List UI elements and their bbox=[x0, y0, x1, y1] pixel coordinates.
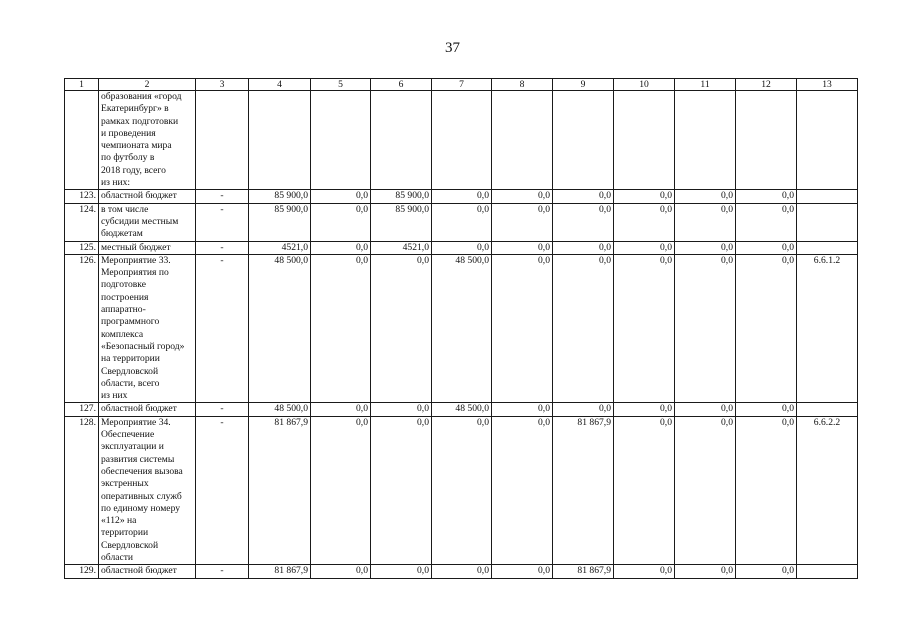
row-name-line: комплекса bbox=[101, 328, 144, 340]
value-cell: 0,0 bbox=[492, 403, 553, 416]
table-body bbox=[65, 79, 858, 579]
budget-table bbox=[64, 78, 858, 579]
row-name-line: Мероприятия по bbox=[101, 267, 169, 279]
target-code-cell: 6.6.2.2 bbox=[797, 416, 858, 565]
table-row bbox=[65, 416, 858, 565]
value-cell: 48 500,0 bbox=[432, 403, 492, 416]
source-cell: - bbox=[196, 416, 249, 565]
value-cell: 0,0 bbox=[553, 241, 614, 254]
value-cell: 85 900,0 bbox=[371, 203, 432, 241]
value-cell: 0,0 bbox=[553, 190, 614, 203]
value-cell: 85 900,0 bbox=[249, 190, 311, 203]
row-name-line: образования «город bbox=[101, 91, 182, 102]
row-name-line: эксплуатации и bbox=[101, 441, 164, 453]
value-cell bbox=[736, 91, 797, 190]
table-row bbox=[65, 203, 858, 241]
column-number-cell: 5 bbox=[311, 79, 371, 91]
value-cell: 0,0 bbox=[371, 403, 432, 416]
value-cell: 0,0 bbox=[675, 241, 736, 254]
column-number-cell: 11 bbox=[675, 79, 736, 91]
value-cell bbox=[432, 91, 492, 190]
row-name-line: построения bbox=[101, 291, 149, 303]
value-cell: 0,0 bbox=[311, 403, 371, 416]
value-cell: 0,0 bbox=[614, 203, 675, 241]
value-cell: 0,0 bbox=[371, 416, 432, 565]
column-number-row bbox=[65, 79, 858, 91]
value-cell bbox=[371, 91, 432, 190]
column-number-cell: 6 bbox=[371, 79, 432, 91]
value-cell: 81 867,9 bbox=[553, 565, 614, 578]
value-cell: 0,0 bbox=[675, 403, 736, 416]
row-name-line: экстренных bbox=[101, 478, 149, 490]
row-name-line: областной бюджет bbox=[101, 403, 177, 415]
value-cell: 81 867,9 bbox=[249, 416, 311, 565]
value-cell: 0,0 bbox=[432, 241, 492, 254]
column-number-cell: 8 bbox=[492, 79, 553, 91]
column-number-cell: 1 bbox=[65, 79, 99, 91]
target-code-cell: 6.6.1.2 bbox=[797, 254, 858, 403]
source-cell bbox=[196, 91, 249, 190]
value-cell: 48 500,0 bbox=[432, 254, 492, 403]
value-cell: 4521,0 bbox=[249, 241, 311, 254]
value-cell: 0,0 bbox=[311, 190, 371, 203]
row-name-line: Свердловской bbox=[101, 539, 159, 551]
value-cell: 81 867,9 bbox=[553, 416, 614, 565]
value-cell: 0,0 bbox=[736, 203, 797, 241]
row-name-line: подготовке bbox=[101, 279, 146, 291]
value-cell bbox=[614, 91, 675, 190]
row-name-line: территории bbox=[101, 527, 149, 539]
value-cell: 0,0 bbox=[432, 416, 492, 565]
source-cell: - bbox=[196, 254, 249, 403]
value-cell: 0,0 bbox=[492, 203, 553, 241]
target-code-cell bbox=[797, 203, 858, 241]
column-number-cell: 10 bbox=[614, 79, 675, 91]
value-cell: 0,0 bbox=[675, 416, 736, 565]
value-cell: 0,0 bbox=[736, 403, 797, 416]
value-cell: 85 900,0 bbox=[249, 203, 311, 241]
row-name-line: областной бюджет bbox=[101, 565, 177, 577]
value-cell bbox=[675, 91, 736, 190]
value-cell: 0,0 bbox=[311, 416, 371, 565]
value-cell: 0,0 bbox=[432, 203, 492, 241]
source-cell: - bbox=[196, 403, 249, 416]
value-cell: 0,0 bbox=[553, 254, 614, 403]
value-cell: 0,0 bbox=[492, 190, 553, 203]
row-name-line: области, всего bbox=[101, 377, 160, 389]
row-name-line: аппаратно- bbox=[101, 304, 146, 316]
value-cell: 48 500,0 bbox=[249, 403, 311, 416]
row-name-cell bbox=[99, 403, 196, 416]
target-code-cell bbox=[797, 91, 858, 190]
page-number: 37 bbox=[445, 40, 460, 56]
row-name-cell bbox=[99, 190, 196, 203]
value-cell: 81 867,9 bbox=[249, 565, 311, 578]
column-number-cell: 12 bbox=[736, 79, 797, 91]
value-cell bbox=[249, 91, 311, 190]
column-number-cell: 3 bbox=[196, 79, 249, 91]
value-cell: 0,0 bbox=[675, 203, 736, 241]
source-cell: - bbox=[196, 203, 249, 241]
row-name-line: обеспечения вызова bbox=[101, 465, 183, 477]
value-cell: 0,0 bbox=[311, 254, 371, 403]
value-cell: 0,0 bbox=[614, 254, 675, 403]
value-cell: 0,0 bbox=[492, 565, 553, 578]
value-cell: 0,0 bbox=[432, 565, 492, 578]
source-cell: - bbox=[196, 565, 249, 578]
value-cell bbox=[492, 91, 553, 190]
value-cell bbox=[311, 91, 371, 190]
row-name-line: из них: bbox=[101, 177, 131, 189]
table-row bbox=[65, 91, 858, 190]
row-name-line: на территории bbox=[101, 353, 160, 365]
row-number-cell: 127. bbox=[65, 403, 99, 416]
value-cell: 0,0 bbox=[371, 254, 432, 403]
value-cell: 0,0 bbox=[736, 190, 797, 203]
target-code-cell bbox=[797, 241, 858, 254]
source-cell: - bbox=[196, 190, 249, 203]
table-row bbox=[65, 241, 858, 254]
row-name-line: 2018 году, всего bbox=[101, 164, 166, 176]
column-number-cell: 4 bbox=[249, 79, 311, 91]
source-cell: - bbox=[196, 241, 249, 254]
row-name-line: и проведения bbox=[101, 127, 156, 139]
row-name-line: чемпионата мира bbox=[101, 140, 172, 152]
row-name-line: по единому номеру bbox=[101, 502, 181, 514]
value-cell: 0,0 bbox=[311, 565, 371, 578]
row-name-line: рамках подготовки bbox=[101, 115, 179, 127]
value-cell: 0,0 bbox=[614, 190, 675, 203]
value-cell: 0,0 bbox=[736, 241, 797, 254]
row-name-line: бюджетам bbox=[101, 228, 143, 240]
row-name-line: Обеспечение bbox=[101, 429, 155, 441]
row-number-cell: 123. bbox=[65, 190, 99, 203]
row-name-line: «112» на bbox=[101, 515, 137, 527]
value-cell: 0,0 bbox=[614, 565, 675, 578]
target-code-cell bbox=[797, 403, 858, 416]
row-number-cell: 129. bbox=[65, 565, 99, 578]
table-row bbox=[65, 190, 858, 203]
value-cell: 0,0 bbox=[614, 416, 675, 565]
row-name-line: субсидии местным bbox=[101, 215, 179, 227]
value-cell: 0,0 bbox=[675, 190, 736, 203]
value-cell bbox=[553, 91, 614, 190]
value-cell: 0,0 bbox=[675, 254, 736, 403]
row-name-line: оперативных служб bbox=[101, 490, 182, 502]
value-cell: 0,0 bbox=[675, 565, 736, 578]
row-name-cell bbox=[99, 565, 196, 578]
value-cell: 0,0 bbox=[736, 565, 797, 578]
table-row bbox=[65, 565, 858, 578]
column-number-cell: 13 bbox=[797, 79, 858, 91]
row-name-line: «Безопасный город» bbox=[101, 340, 185, 352]
target-code-cell bbox=[797, 190, 858, 203]
value-cell: 0,0 bbox=[311, 203, 371, 241]
row-number-cell: 124. bbox=[65, 203, 99, 241]
row-name-line: местный бюджет bbox=[101, 241, 171, 253]
column-number-cell: 7 bbox=[432, 79, 492, 91]
row-number-cell: 125. bbox=[65, 241, 99, 254]
value-cell: 0,0 bbox=[736, 254, 797, 403]
column-number-cell: 2 bbox=[99, 79, 196, 91]
value-cell: 0,0 bbox=[614, 403, 675, 416]
row-number-cell: 128. bbox=[65, 416, 99, 565]
column-number-cell: 9 bbox=[553, 79, 614, 91]
row-name-line: областной бюджет bbox=[101, 190, 177, 202]
row-name-cell bbox=[99, 203, 196, 241]
value-cell: 4521,0 bbox=[371, 241, 432, 254]
target-code-cell bbox=[797, 565, 858, 578]
row-name-line: из них bbox=[101, 390, 128, 402]
row-name-cell bbox=[99, 91, 196, 190]
row-name-cell bbox=[99, 416, 196, 565]
row-number-cell: 126. bbox=[65, 254, 99, 403]
value-cell: 0,0 bbox=[371, 565, 432, 578]
row-name-line: Мероприятие 33. bbox=[101, 254, 171, 266]
value-cell: 0,0 bbox=[311, 241, 371, 254]
value-cell: 0,0 bbox=[492, 254, 553, 403]
value-cell: 48 500,0 bbox=[249, 254, 311, 403]
value-cell: 85 900,0 bbox=[371, 190, 432, 203]
value-cell: 0,0 bbox=[492, 241, 553, 254]
row-name-line: области bbox=[101, 551, 134, 563]
row-name-cell bbox=[99, 241, 196, 254]
row-number-cell bbox=[65, 91, 99, 190]
row-name-line: развития системы bbox=[101, 453, 175, 465]
row-name-line: Мероприятие 34. bbox=[101, 416, 171, 428]
value-cell: 0,0 bbox=[736, 416, 797, 565]
value-cell: 0,0 bbox=[553, 403, 614, 416]
value-cell: 0,0 bbox=[492, 416, 553, 565]
value-cell: 0,0 bbox=[614, 241, 675, 254]
row-name-line: программного bbox=[101, 316, 160, 328]
table-row bbox=[65, 254, 858, 403]
value-cell: 0,0 bbox=[553, 203, 614, 241]
table-row bbox=[65, 403, 858, 416]
row-name-cell bbox=[99, 254, 196, 403]
row-name-line: Свердловской bbox=[101, 365, 159, 377]
row-name-line: Екатеринбург» в bbox=[101, 103, 169, 115]
row-name-line: в том числе bbox=[101, 203, 149, 215]
row-name-line: по футболу в bbox=[101, 152, 155, 164]
value-cell: 0,0 bbox=[432, 190, 492, 203]
